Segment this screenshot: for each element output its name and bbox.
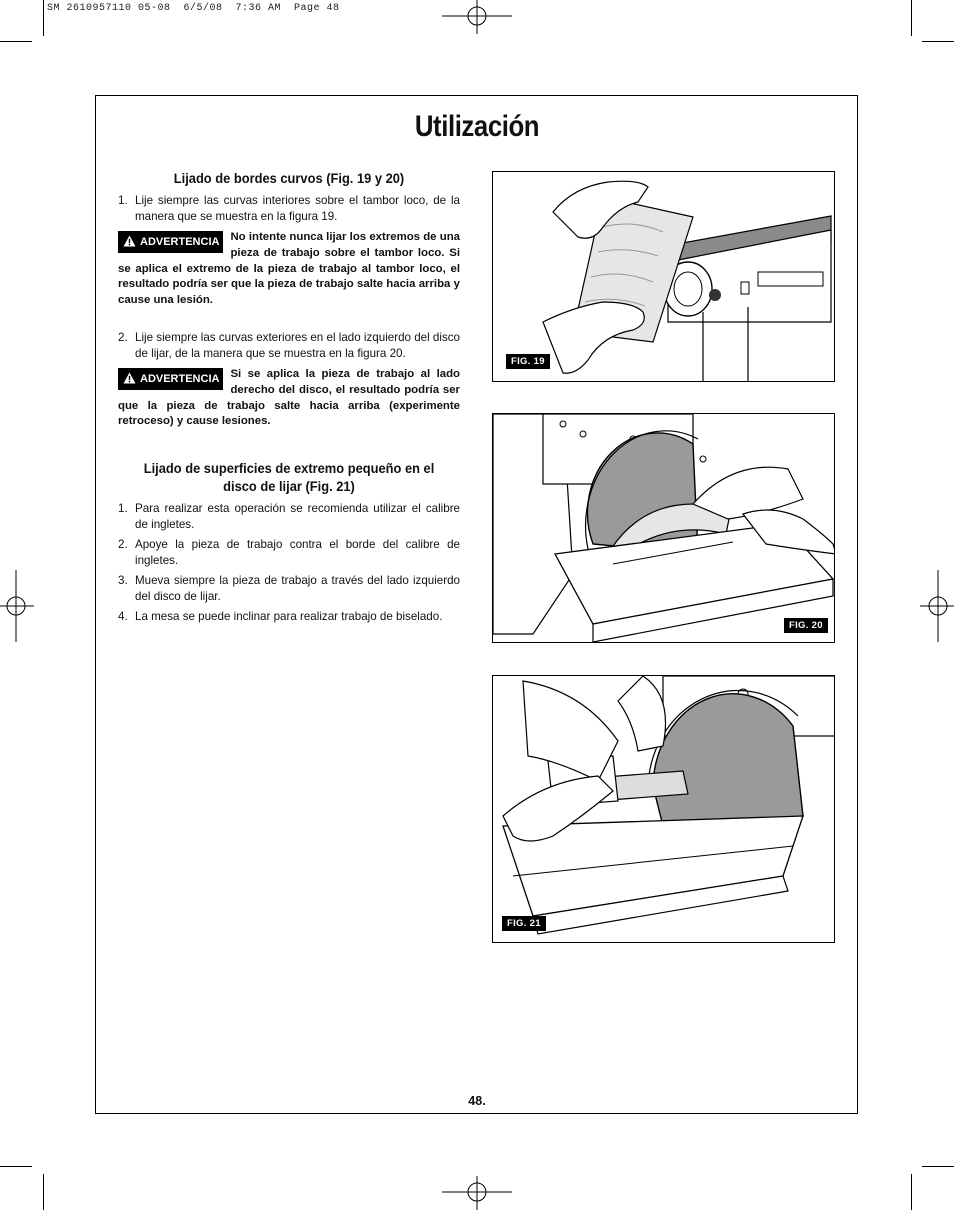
crop-mark <box>922 1166 954 1167</box>
warning-block <box>118 230 460 309</box>
list-item <box>118 330 460 362</box>
warning-triangle-icon <box>123 235 136 247</box>
crop-mark <box>43 0 44 36</box>
item-number: 3. <box>118 574 128 587</box>
list-item <box>118 573 460 605</box>
figure-label: FIG. 20 <box>784 618 828 633</box>
crop-mark <box>922 41 954 42</box>
instruction-list <box>118 501 460 625</box>
item-text: La mesa se puede inclinar para realizar trabajo de biselado. <box>135 610 443 623</box>
item-number: 1. <box>118 194 128 207</box>
crop-mark <box>43 1174 44 1210</box>
item-text: Para realizar esta operación se recomienda utilizar el calibre de ingletes. <box>135 502 460 531</box>
item-number: 1. <box>118 502 128 515</box>
list-item <box>118 193 460 225</box>
crop-mark <box>911 1174 912 1210</box>
figure-label: FIG. 19 <box>506 354 550 369</box>
print-slug: SM 2610957110 05-08 6/5/08 7:36 AM Page 48 <box>47 3 340 14</box>
instruction-list <box>118 193 460 225</box>
warning-text: Si se aplica la pieza de trabajo al lado derecho del disco, el resultado podría ser que la pieza de trabajo salte hacia arriba (experimente retroceso) y cause lesiones. <box>118 367 460 428</box>
page-number: 48. <box>468 1094 486 1108</box>
crop-mark <box>0 41 32 42</box>
section-heading: Lijado de bordes curvos (Fig. 19 y 20) <box>173 170 405 186</box>
figure-label: FIG. 21 <box>502 916 546 931</box>
item-text: Mueva siempre la pieza de trabajo a través del lado izquierdo del disco de lijar. <box>135 574 460 603</box>
crop-mark <box>911 0 912 36</box>
registration-mark-left-icon <box>0 570 36 642</box>
item-number: 2. <box>118 538 128 551</box>
item-number: 4. <box>118 610 128 623</box>
warning-block <box>118 367 460 430</box>
figure-20 <box>492 413 835 643</box>
warning-triangle-icon <box>123 372 136 384</box>
warning-badge <box>118 231 223 253</box>
registration-mark-bottom-icon <box>442 1174 512 1210</box>
disc-sanding-curve-illustration <box>493 414 835 643</box>
list-item <box>118 501 460 533</box>
warning-badge-label: ADVERTENCIA <box>140 372 220 385</box>
item-text: Lije siempre las curvas exteriores en el lado izquierdo del disco de lijar, de la manera que se muestra en la figura 20. <box>135 330 460 360</box>
section-heading-line: disco de lijar (Fig. 21) <box>223 478 355 494</box>
figure-19 <box>492 171 835 382</box>
registration-mark-top-icon <box>442 0 512 36</box>
list-item <box>118 537 460 569</box>
item-number: 2. <box>118 330 128 344</box>
list-item <box>118 609 460 625</box>
registration-mark-right-icon <box>918 570 954 642</box>
instruction-list <box>118 330 460 362</box>
warning-badge <box>118 368 223 390</box>
warning-badge-label: ADVERTENCIA <box>140 236 220 248</box>
item-text: Lije siempre las curvas interiores sobre el tambor loco, de la manera que se muestra en la figura 19. <box>135 194 460 223</box>
section-heading <box>132 459 447 495</box>
section-heading-line: Lijado de superficies de extremo pequeño en el <box>143 460 435 476</box>
figure-21 <box>492 675 835 943</box>
section-curved-edges <box>118 169 460 430</box>
crop-mark <box>0 1166 32 1167</box>
drum-sanding-illustration <box>493 172 835 382</box>
page-title: Utilización <box>414 110 540 143</box>
section-small-end-surfaces <box>118 459 460 629</box>
miter-gauge-sanding-illustration <box>493 676 835 943</box>
item-text: Apoye la pieza de trabajo contra el borde del calibre de ingletes. <box>135 538 460 567</box>
warning-text: No intente nunca lijar los extremos de una pieza de trabajo sobre el tambor loco. Si se aplica el extremo de la pieza de trabajo al tambor loco, el resultado podría ser que la pieza de trabajo salte hacia arriba y cause una lesión. <box>118 231 460 307</box>
